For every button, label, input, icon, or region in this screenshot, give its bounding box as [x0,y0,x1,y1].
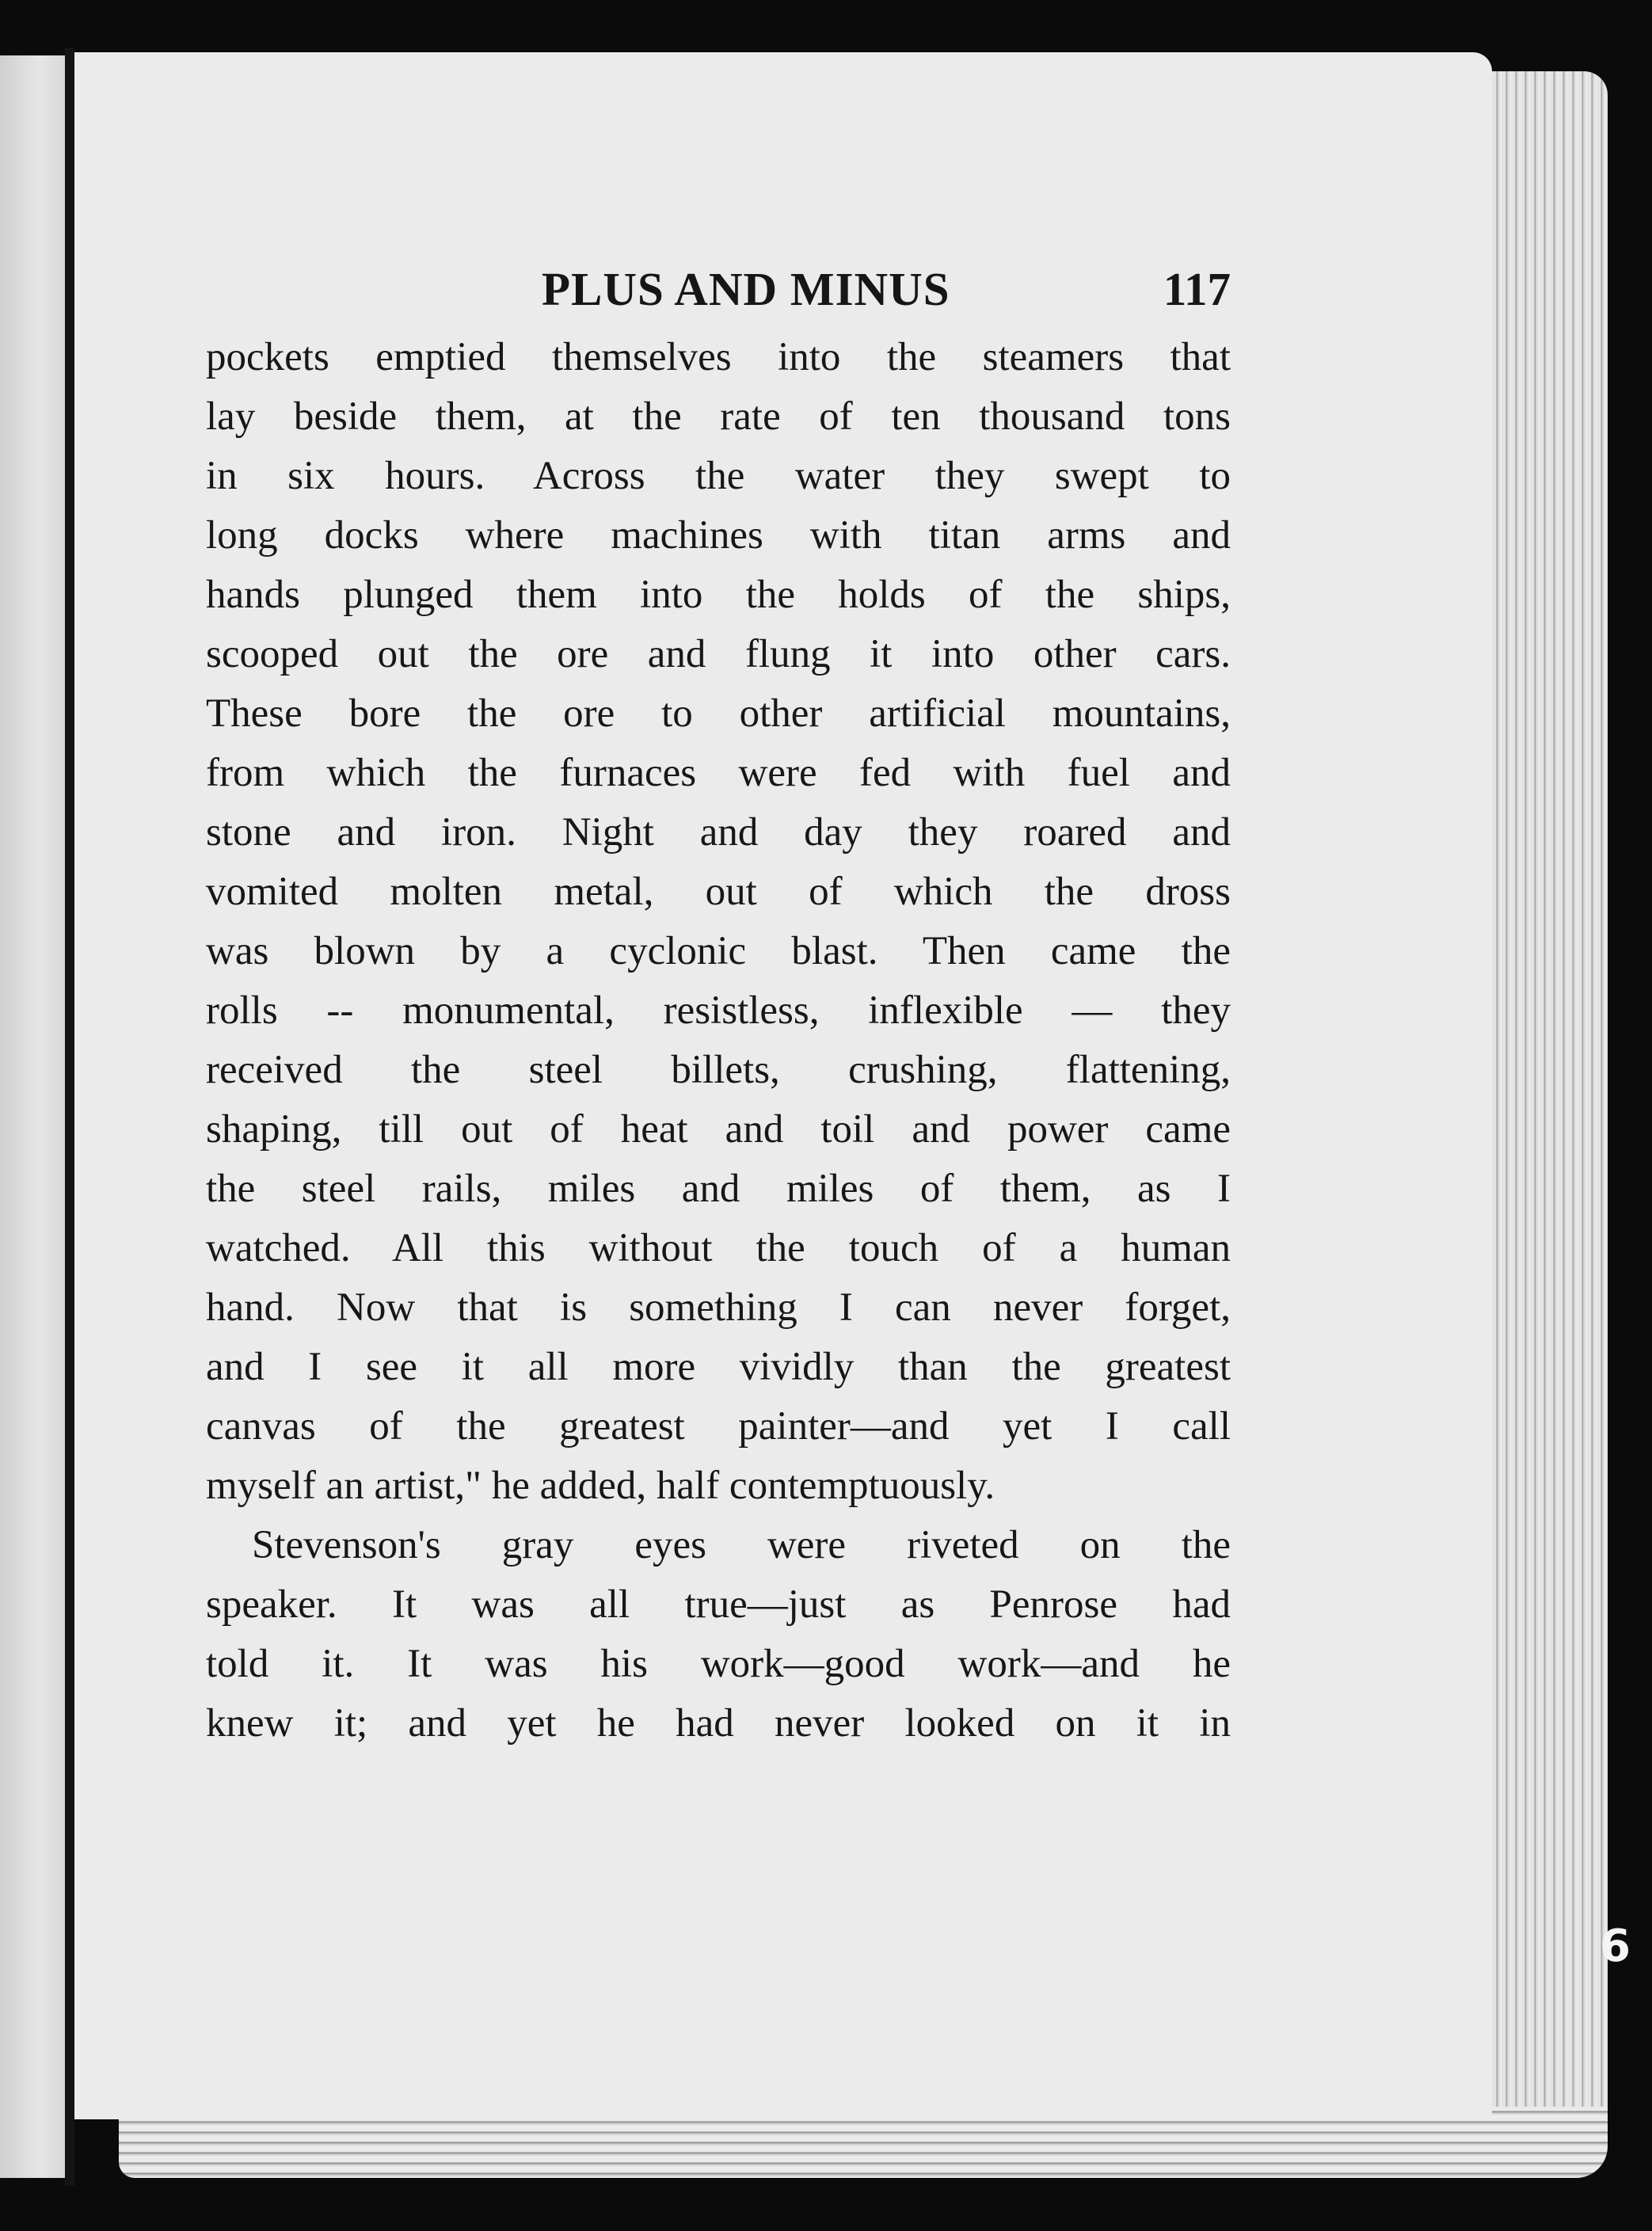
text-line: watched. All this without the touch of a human [206,1226,1231,1270]
page-stack-edge-right [1473,71,1608,2170]
text-line: myself an artist," he added, half contemptuously. [206,1464,995,1508]
text-line: the steel rails, miles and miles of them, as I [206,1167,1231,1211]
text-line: lay beside them, at the rate of ten thousand tons [206,394,1231,439]
book-gutter [65,48,74,2186]
text-line: from which the furnaces were fed with fuel and [206,751,1231,795]
text-line: long docks where machines with titan arms and [206,513,1231,558]
text-line: was blown by a cyclonic blast. Then came the [206,929,1231,973]
text-line: rolls -- monumental, resistless, inflexible — they [206,988,1231,1033]
text-line: hand. Now that is something I can never forget, [206,1285,1231,1330]
page-number: 117 [1163,263,1231,315]
text-line: in six hours. Across the water they swept to [206,454,1231,498]
text-line: speaker. It was all true—just as Penrose had [206,1582,1231,1627]
body-text [206,328,1231,1753]
running-head-title: PLUS AND MINUS [542,263,950,315]
paragraph-first-line: Stevenson's gray eyes were riveted on the [252,1523,1231,1567]
edge-mark: 6 [1600,1921,1631,1972]
text-line: canvas of the greatest painter—and yet I call [206,1404,1231,1449]
text-line: knew it; and yet he had never looked on it in [206,1701,1231,1746]
text-line: pockets emptied themselves into the steamers that [206,335,1231,379]
book-page [74,52,1492,2119]
text-line: told it. It was his work—good work—and he [206,1642,1231,1686]
text-line: These bore the ore to other artificial mountains, [206,691,1231,736]
text-line: scooped out the ore and flung it into other cars. [206,632,1231,676]
text-line: shaping, till out of heat and toil and power came [206,1107,1231,1152]
running-head [201,238,1231,326]
facing-page-edge [0,55,65,2178]
text-line: and I see it all more vividly than the greatest [206,1345,1231,1389]
text-line: vomited molten metal, out of which the dross [206,870,1231,914]
text-line: received the steel billets, crushing, flattening, [206,1048,1231,1092]
text-line: stone and iron. Night and day they roared and [206,810,1231,855]
text-line: hands plunged them into the holds of the ships, [206,573,1231,617]
